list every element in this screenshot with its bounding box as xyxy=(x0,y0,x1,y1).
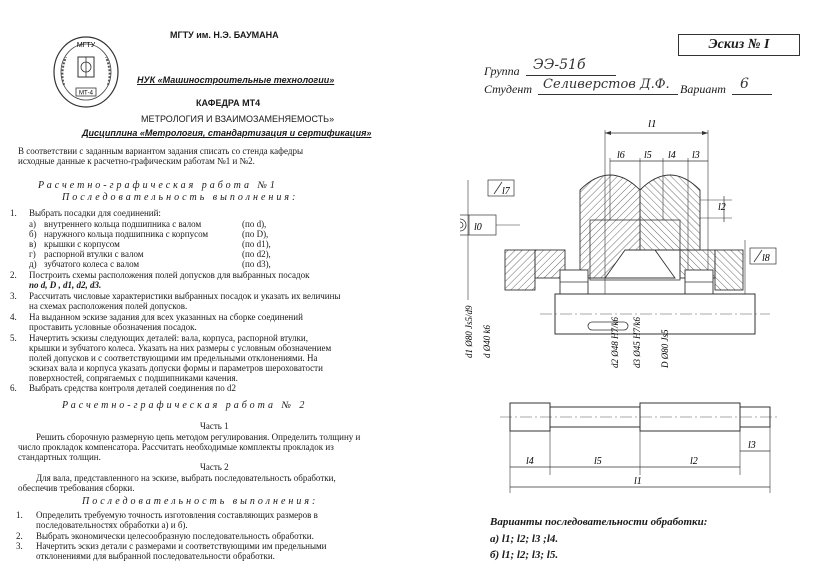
subject-name: МЕТРОЛОГИЯ И ВЗАИМОЗАМЕНЯЕМОСТЬ» xyxy=(141,114,335,124)
dim-l5: l5 xyxy=(644,150,652,161)
fit-subitem-text: крышки с корпусом xyxy=(44,239,120,249)
fit-D: D Ø80 Js5 xyxy=(660,329,670,368)
shaft-dim-l4: l4 xyxy=(526,456,534,467)
fit-subitem-ref: (по D), xyxy=(242,229,269,239)
discipline-name: Дисциплина «Метрология, стандартизация и сертификация» xyxy=(82,128,372,138)
rgr1-item-3a: Рассчитать числовые характеристики выбранных посадок и указать их величины xyxy=(29,291,341,301)
fit-subitem-ref: (по d1), xyxy=(242,239,271,249)
rgr1-subtitle: Последовательность выполнения: xyxy=(62,192,299,203)
rgr1-item-5a: Начертить эскизы следующих деталей: вала, корпуса, распорной втулки, xyxy=(29,333,308,343)
fit-subitem-text: распорной втулки с валом xyxy=(44,249,144,259)
intro-line-1: В соответствии с заданным вариантом задания списать со стенда кафедры xyxy=(18,146,303,156)
fit-subitem-letter: б) xyxy=(29,229,37,239)
student-underline xyxy=(538,94,678,95)
dim-l0: l0 xyxy=(474,222,482,233)
rgr2-step-1a: Определить требуемую точность изготовления составляющих размеров в xyxy=(36,510,318,520)
dim-l7: l7 xyxy=(502,186,510,197)
fit-subitem-ref: (по d), xyxy=(242,219,267,229)
fit-d-k6: d Ø40 k6 xyxy=(482,325,492,358)
rgr2-subtitle: Последовательность выполнения: xyxy=(82,496,319,507)
rgr2-p2b: обеспечив требования сборки. xyxy=(18,483,135,493)
dim-l3: l3 xyxy=(692,150,700,161)
dim-l8: l8 xyxy=(762,253,770,264)
rgr2-num-1: 1. xyxy=(16,510,23,520)
rgr2-step-3b: отклонениями для выбранной последовательности обработки. xyxy=(36,551,275,561)
rgr1-num-3: 3. xyxy=(10,291,17,301)
sketch-title-box xyxy=(678,34,800,56)
rgr1-num-6: 6. xyxy=(10,383,17,393)
rgr1-item-6: Выбрать средства контроля деталей соединения по d2 xyxy=(29,383,236,393)
rgr2-step-3a: Начертить эскиз детали с размерами и соответствующими им предельными xyxy=(36,541,327,551)
rgr1-item-4a: На выданном эскизе задания для всех указанных на сборке соединений xyxy=(29,312,303,322)
rgr2-p2a: Для вала, представленного на эскизе, выбрать последовательность обработки, xyxy=(36,473,336,483)
intro-line-2: исходные данные к расчетно-графическим работам №1 и №2. xyxy=(18,156,255,166)
variant-b: б) l1; l2; l3; l5. xyxy=(490,549,559,561)
fit-subitem-ref: (по d2), xyxy=(242,249,271,259)
rgr1-item-1: Выбрать посадки для соединений: xyxy=(29,208,161,218)
fit-subitem-ref: (по d3), xyxy=(242,259,271,269)
fit-d1-d: d1 Ø80 Js5/d9 xyxy=(464,305,474,358)
fit-d2: d2 Ø48 H7/k6 xyxy=(610,317,620,368)
dim-l6: l6 xyxy=(617,150,625,161)
shaft-dim-l2: l2 xyxy=(690,456,698,467)
sketch-title: Эскиз № I xyxy=(708,37,770,52)
rgr1-item-2a: Построить схемы расположения полей допусков для выбранных посадок xyxy=(29,270,310,280)
fit-subitem-text: внутреннего кольца подшипника с валом xyxy=(44,219,202,229)
shaft-dim-l1: l1 xyxy=(634,476,642,487)
group-underline xyxy=(526,75,616,76)
group-label: Группа xyxy=(484,64,520,78)
rgr1-title: Расчетно-графическая работа №1 xyxy=(38,180,278,191)
seal-top-text: МГТУ xyxy=(76,42,96,49)
rgr2-step-2: Выбрать экономически целесообразную последовательность обработки. xyxy=(36,531,314,541)
rgr1-item-5c: полей допусков и с соответствующими им предельными отклонениями. На xyxy=(29,353,318,363)
variant-value: 6 xyxy=(740,76,749,92)
variant-a: а) l1; l2; l3 ;l4. xyxy=(490,533,559,545)
shaft-dim-l3: l3 xyxy=(748,440,756,451)
university-name: МГТУ им. Н.Э. БАУМАНА xyxy=(170,30,279,40)
rgr1-item-5d: эскизах вала и корпуса указать допуски формы и параметров шероховатости xyxy=(29,363,323,373)
rgr1-item-4b: проставить условные обозначения посадок. xyxy=(29,322,197,332)
rgr2-num-2: 2. xyxy=(16,531,23,541)
fit-subitem-text: наружного кольца подшипника с корпусом xyxy=(44,229,209,239)
rgr1-item-5b: крышки и зубчатого колеса. Указать на них размеры с условным обозначением xyxy=(29,343,332,353)
dim-l4: l4 xyxy=(668,150,676,161)
student-label: Студент xyxy=(484,82,532,96)
fit-subitem-letter: в) xyxy=(29,239,37,249)
shaft-drawing xyxy=(490,395,790,495)
group-value: ЭЭ-51б xyxy=(533,57,586,73)
rgr2-step-1b: последовательностях обработки а) и б). xyxy=(36,520,188,530)
rgr2-p1b: число прокладок компенсатора. Рассчитать необходимые комплекты прокладок из xyxy=(18,442,334,452)
rgr2-part-2: Часть 2 xyxy=(200,462,229,472)
rgr1-item-2b: по d, D , d1, d2, d3. xyxy=(29,280,102,290)
assembly-drawing xyxy=(460,100,790,385)
variant-label: Вариант xyxy=(680,82,726,96)
rgr1-item-5e: поверхностей, сопрягаемых с подшипниками качения. xyxy=(29,373,238,383)
dim-l2: l2 xyxy=(718,202,726,213)
university-seal xyxy=(52,35,120,109)
rgr2-num-3: 3. xyxy=(16,541,23,551)
fit-subitem-letter: а) xyxy=(29,219,36,229)
nuk-name: НУК «Машиностроительные технологии» xyxy=(137,75,335,85)
rgr1-num-4: 4. xyxy=(10,312,17,322)
rgr2-part-1: Часть 1 xyxy=(200,421,229,431)
student-value: Селиверстов Д.Ф. xyxy=(543,77,670,92)
rgr1-num-2: 2. xyxy=(10,270,17,280)
fit-subitem-letter: г) xyxy=(29,249,36,259)
shaft-dim-l5: l5 xyxy=(594,456,602,467)
dim-l1: l1 xyxy=(648,118,657,130)
rgr2-p1c: стандартных толщин. xyxy=(18,452,101,462)
seal-mid-text: МТ-4 xyxy=(79,90,93,97)
rgr2-p1a: Решить сборочную размерную цепь методом регулирования. Определить толщину и xyxy=(36,432,361,442)
fit-subitem-letter: д) xyxy=(29,259,37,269)
fit-subitem-text: зубчатого колеса с валом xyxy=(44,259,140,269)
rgr2-title: Расчетно-графическая работа № 2 xyxy=(62,400,308,411)
variant-underline xyxy=(732,94,772,95)
rgr1-item-3b: на схемах расположения полей допусков. xyxy=(29,301,188,311)
variants-title: Варианты последовательности обработки: xyxy=(490,516,708,528)
fit-d3: d3 Ø45 H7/k6 xyxy=(632,317,642,368)
rgr1-num-5: 5. xyxy=(10,333,17,343)
rgr1-num-1: 1. xyxy=(10,208,17,218)
department-name: КАФЕДРА МТ4 xyxy=(196,98,261,108)
